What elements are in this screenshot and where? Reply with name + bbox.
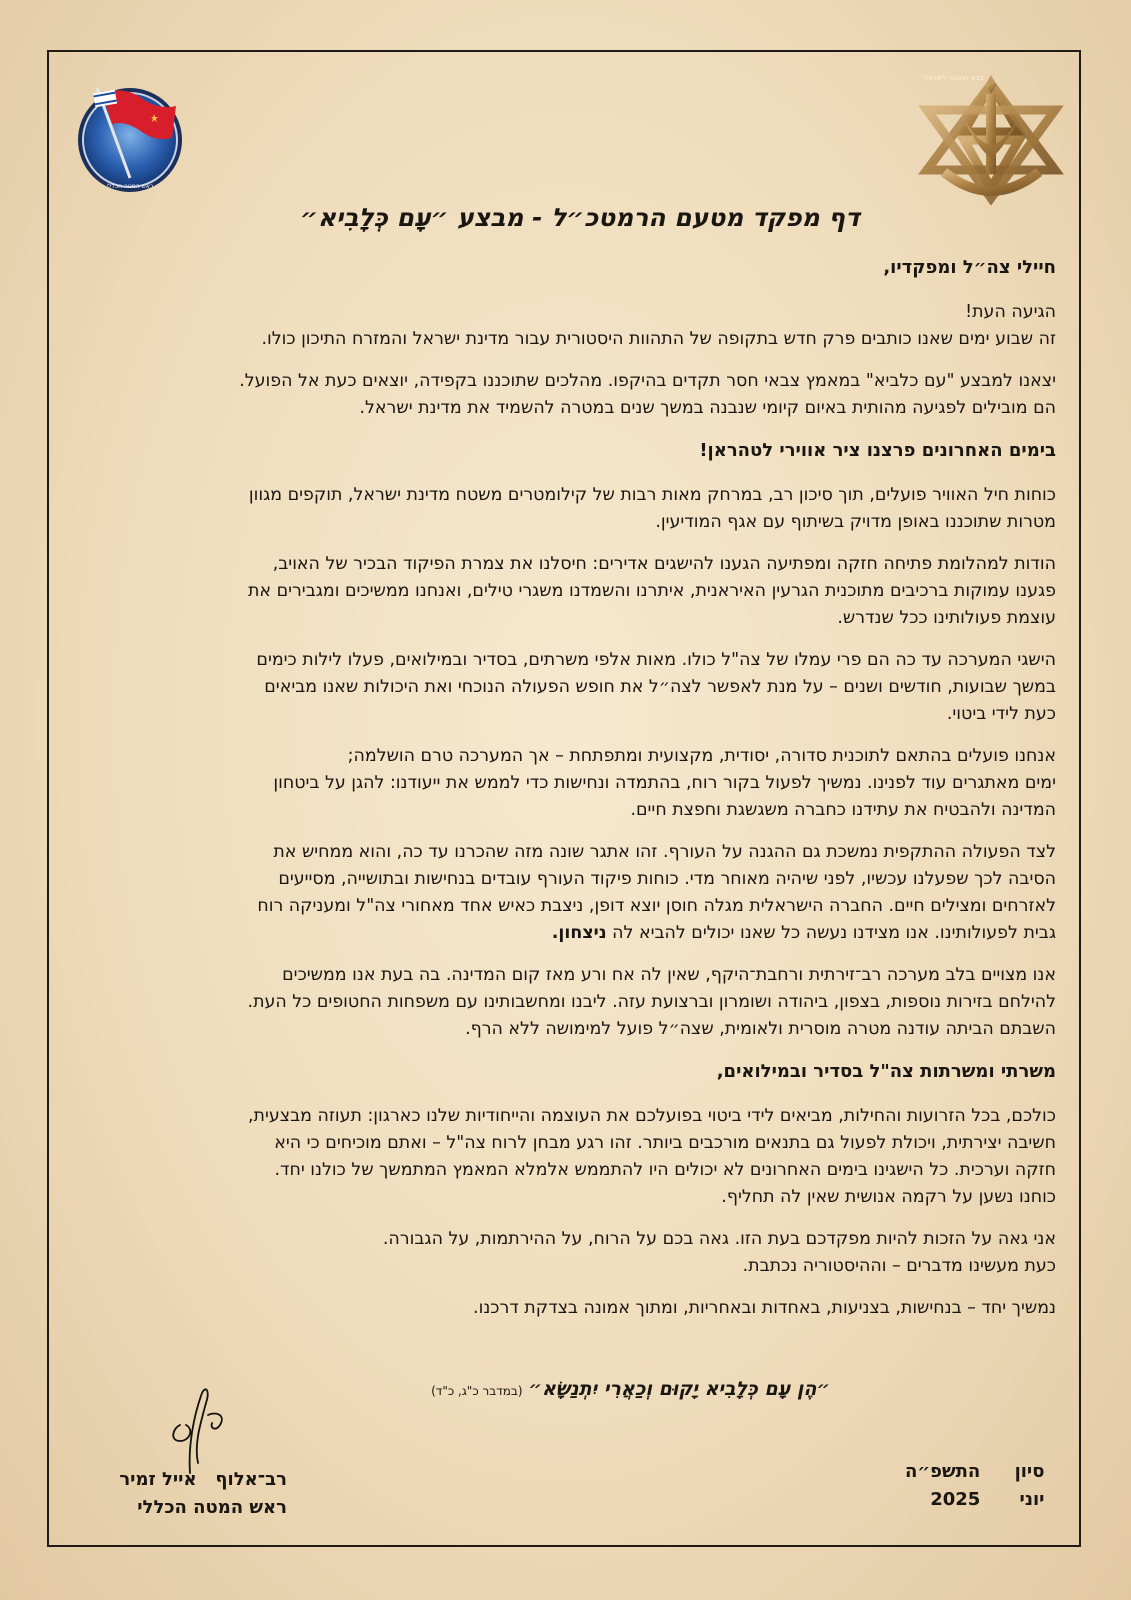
p5-line-1: הישגי המערכה עד כה הם פרי עמלו של צה"ל כולו. מאות אלפי משרתים, בסדיר ובמילואים, פעלו לילות כימים: [256, 650, 1056, 670]
signatory-rank: רב־אלוף: [215, 1469, 287, 1490]
quote-reference: (במדבר כ"ג, כ"ד): [431, 1384, 523, 1398]
p6-line-3: המדינה ולהבטיח את עתידנו כחברה משגשגת וחפצת חיים.: [630, 800, 1056, 820]
paragraph-10: [70, 1226, 1056, 1280]
p8-line-3: השבתם הביתה עודנה מטרה מוסרית ולאומית, שצה״ל פועל למימושה ללא הרף.: [465, 1019, 1056, 1039]
gregorian-year: 2025: [930, 1489, 981, 1510]
p2-line-1: יצאנו למבצע "עם כלביא" במאמץ צבאי חסר תקדים בהיקפו. מהלכים שתוכננו בקפידה, יוצאים כעת אל הפועל.: [239, 371, 1056, 391]
paragraph-5: [70, 647, 1056, 728]
greeting: חיילי צה״ל ומפקדיו,: [883, 257, 1056, 278]
paragraph-7: [70, 839, 1056, 947]
subheading-soldiers: משרתי ומשרתות צה"ל בסדיר ובמילואים,: [716, 1061, 1056, 1082]
p9-line-3: חזקה וערכית. כל הישגינו בימים האחרונים לא יכולים היו להתממש אלמלא המאמץ המתמשך של כולנו יחד.: [274, 1160, 1056, 1180]
p4-line-2: פגענו עמוקות ברכיבים מתוכנית הגרעין האיראנית, איתרנו והשמדנו משגרי טילים, ואנחנו ממשיכים ומגבירים את: [247, 581, 1056, 601]
paragraph-11: [70, 1295, 1056, 1322]
paragraph-9: [70, 1103, 1056, 1211]
p10-line-2: כעת מעשינו מדברים – וההיסטוריה נכתבת.: [742, 1256, 1056, 1276]
p10-line-1: אני גאה על הזכות להיות מפקדכם בעת הזו. גאה בכם על הרוח, על ההירתמות, על הגבורה.: [382, 1229, 1056, 1249]
signatory-line-1: [72, 1466, 287, 1494]
subheading-tehran: בימים האחרונים פרצנו ציר אווירי לטהראן!: [699, 440, 1056, 461]
hebrew-month: סיון: [1014, 1461, 1045, 1482]
paragraph-6: [70, 743, 1056, 824]
p6-line-1: אנחנו פועלים בהתאם לתוכנית סדורה, יסודית, מקצועית ומתפתחת – אך המערכה טרם הושלמה;: [347, 746, 1056, 766]
p7-line-2: הסיבה לכך שפעלנו עכשיו, לפני שיהיה מאוחר מדי. כוחות פיקוד העורף עובדים בנחישות ובתושייה, מסייעים: [278, 869, 1056, 889]
p5-line-2: במשך שבועות, חודשים ושנים – על מנת לאפשר לצה״ל את חופש הפעולה הנוכחי ואת היכולות שאנו מביאים: [264, 677, 1056, 697]
p11-line-1: נמשיך יחד – בנחישות, בצניעות, באחדות ובאחריות, ומתוך אמונה בצדקת דרכנו.: [473, 1298, 1056, 1318]
p2-line-2: הם מובילים לפגיעה מהותית באיום קיומי שנבנה במשך שנים במטרה להשמיד את מדינת ישראל.: [359, 398, 1056, 418]
signatory-name: אייל זמיר: [119, 1469, 197, 1490]
page-title: דף מפקד מטעם הרמטכ״ל - מבצע ״עָם כְּלָבִיא״: [300, 203, 860, 232]
date-month-col: [1015, 1458, 1045, 1514]
p3-line-1: כוחות חיל האוויר פועלים, תוך סיכון רב, במרחק מאות רבות של קילומטרים משטח מדינת ישראל, תוקפים מגוון: [248, 485, 1056, 505]
p4-line-3: עוצמת פעולותינו ככל שנדרש.: [837, 608, 1056, 628]
paragraph-2: [70, 368, 1056, 422]
paragraph-3: [70, 482, 1056, 536]
victory-emphasis: ניצחון.: [551, 923, 607, 943]
letter-body: [70, 254, 1056, 1337]
p7-line-4-text: גבית לפעולותינו. אנו מצידנו נעשה כל שאנו יכולים להביא לה: [612, 923, 1056, 943]
signatory-block: [72, 1466, 287, 1522]
paragraph-1: [70, 299, 1056, 353]
date-year-col: [905, 1458, 980, 1514]
p6-line-2: ימים מאתגרים עוד לפנינו. נמשיך לפעול בקור רוח, בהתמדה ונחישות כדי לממש את ייעודנו: להגן על ביטחון: [273, 773, 1056, 793]
p7-line-3: לאזרחים ומצילים חיים. החברה הישראלית מגלה חוסן יוצא דופן, ניצבת כאיש אחד מאחורי צה"ל ומעניקה רוח: [257, 896, 1056, 916]
handwritten-signature-icon: [150, 1385, 240, 1475]
quote-text: ״הֶן עָם כְּלָבִיא יָקוּם וְכַאֲרִי יִתְנַשָּׂא״: [528, 1378, 830, 1400]
paragraph-8: [70, 962, 1056, 1043]
gregorian-month: יוני: [1019, 1489, 1045, 1510]
p8-line-1: אנו מצויים בלב מערכה רב־זירתית ורחבת־היקף, שאין לה אח ורע מאז קום המדינה. בה בעת אנו ממשיכים: [282, 965, 1056, 985]
p8-line-2: להילחם בזירות נוספות, בצפון, ביהודה ושומרון וברצועת עזה. ליבנו ומחשבותינו עם משפחות החטופים כל העת.: [247, 992, 1056, 1012]
paragraph-4: [70, 551, 1056, 632]
p3-line-2: מטרות שתוכננו באופן מדויק בשיתוף עם אגף המודיעין.: [655, 512, 1056, 532]
p1-line-1: הגיעה העת!: [965, 302, 1056, 322]
p9-line-4: כוחנו נשען על רקמה אנושית שאין לה תחליף.: [721, 1187, 1056, 1207]
bible-quote: [270, 1378, 830, 1400]
chief-of-staff-emblem-icon: [72, 80, 187, 195]
p4-line-1: הודות למהלומת פתיחה חזקה ומפתיעה הגענו להישגים אדירים: חיסלנו את צמרת הפיקוד הבכיר של האויב,: [272, 554, 1056, 574]
signatory-role: ראש המטה הכללי: [137, 1497, 287, 1518]
p7-line-1: לצד הפעולה ההתקפית נמשכת גם ההגנה על העורף. זהו אתגר שונה מזה שהכרנו עד כה, והוא ממחיש את: [273, 842, 1056, 862]
hebrew-year: התשפ״ה: [905, 1461, 981, 1482]
idf-emblem-icon: [924, 74, 1059, 205]
p9-line-1: כולכם, בכל הזרועות והחילות, מביאים לידי ביטוי בפועלכם את העוצמה והייחודיות שלנו כארגון: תעוזה מבצעית,: [248, 1106, 1056, 1126]
date-block: [905, 1458, 1044, 1514]
p7-line-4: [70, 920, 1056, 947]
p1-line-2: זה שבוע ימים שאנו כותבים פרק חדש בתקופה של התהוות היסטורית עבור מדינת ישראל והמזרח התיכון כולו.: [261, 329, 1056, 349]
chief-emblem-text: ראש המטה הכללי: [106, 183, 154, 190]
idf-emblem-text: צבא ההגנה לישראל: [924, 74, 984, 82]
p9-line-2: חשיבה יצירתית, ויכולת לפעול גם בתנאים מורכבים ביותר. זהו רגע מבחן לרוח צה"ל – ואתם מוכיחים כי היא: [274, 1133, 1056, 1153]
p5-line-3: כעת לידי ביטוי.: [946, 704, 1056, 724]
